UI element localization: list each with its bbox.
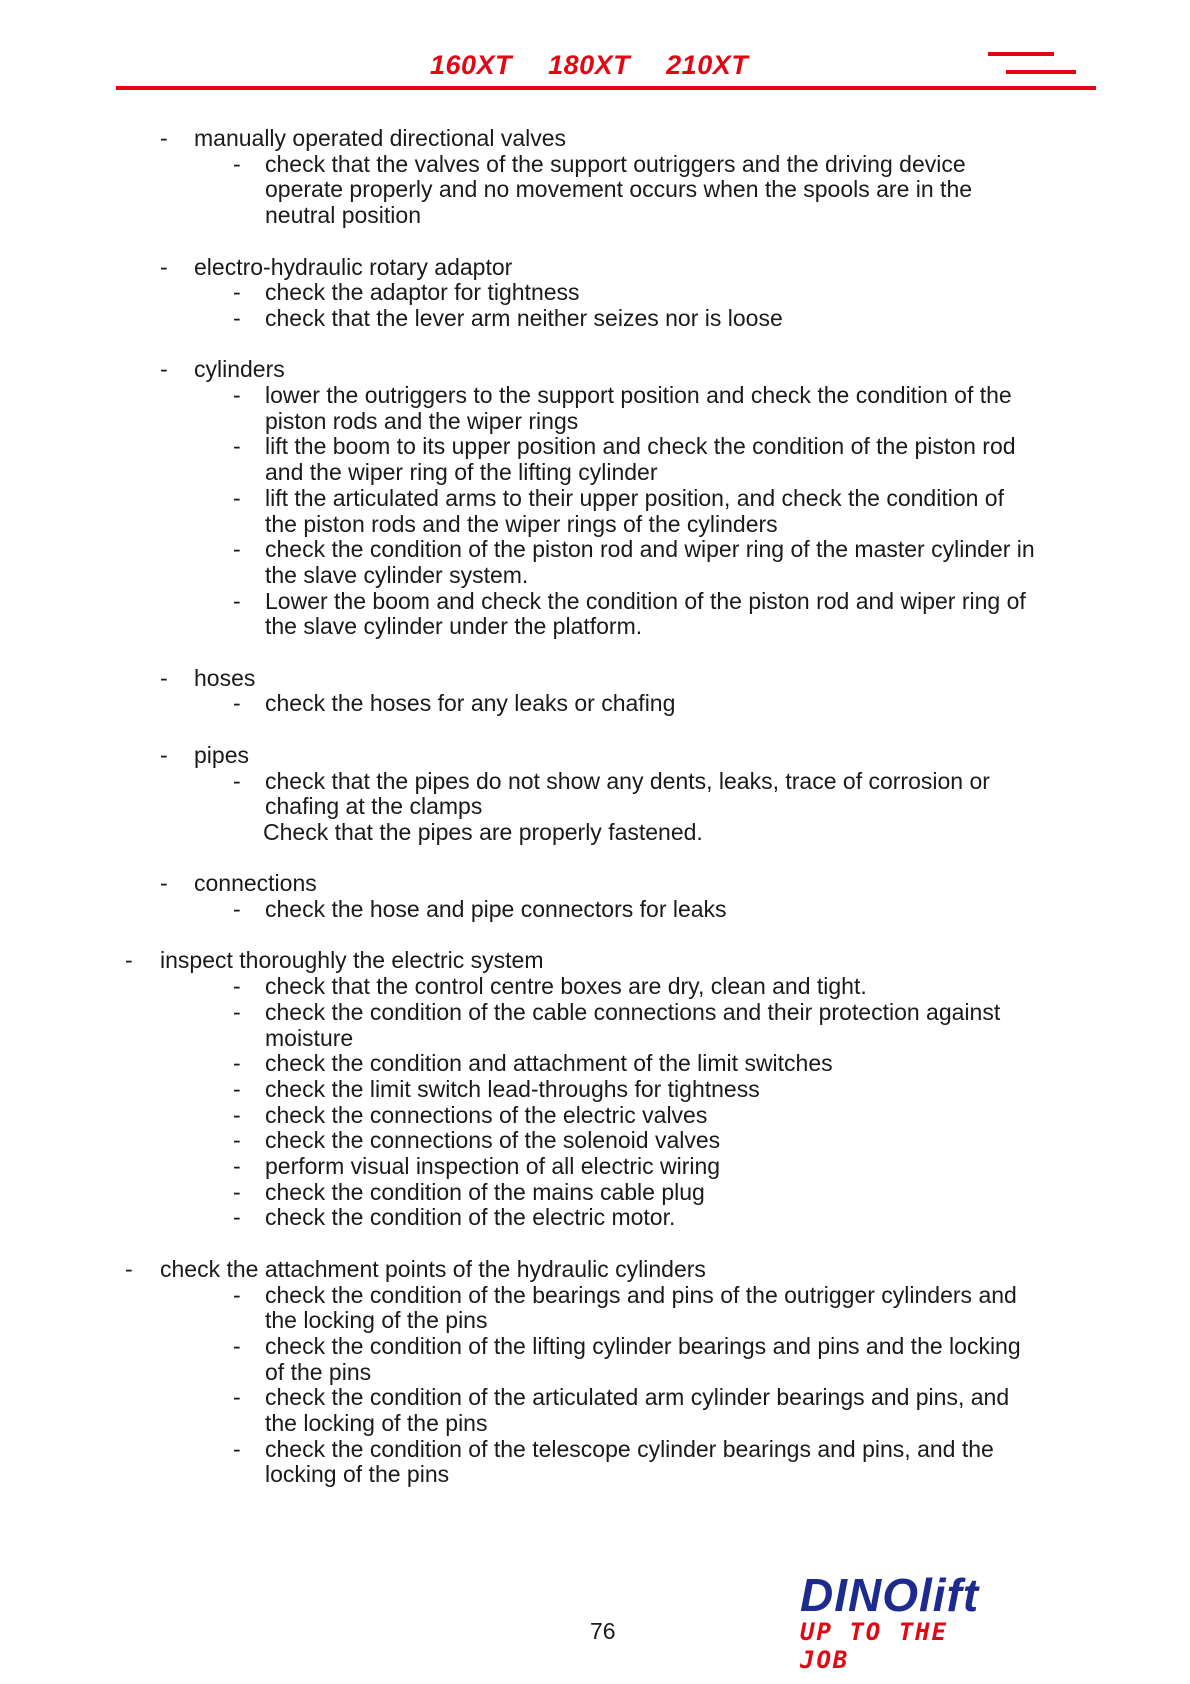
header-mark-icon	[988, 52, 1078, 76]
item-bullet: -	[233, 484, 241, 511]
model-210xt: 210XT	[666, 50, 749, 80]
item-bullet: -	[233, 1153, 241, 1179]
checklist-item-line: operate properly and no movement occurs when the spools are in the	[265, 176, 973, 203]
item-bullet: -	[233, 1332, 241, 1359]
checklist-item-line: check the condition of the telescope cylinder bearings and pins, and the	[265, 1435, 994, 1462]
section-bullet: -	[160, 870, 168, 897]
item-bullet: -	[233, 1075, 241, 1102]
model-160xt: 160XT	[430, 50, 513, 80]
item-bullet: -	[233, 973, 241, 1000]
section-bullet: -	[125, 947, 133, 974]
section-title: manually operated directional valves	[194, 125, 567, 151]
section-title: inspect thoroughly the electric system	[160, 947, 544, 974]
section-title: check the attachment points of the hydraulic cylinders	[160, 1255, 706, 1282]
brand-logo	[800, 1569, 1010, 1674]
checklist-item-line: lower the outriggers to the support position and check the condition of the	[265, 382, 1012, 408]
item-bullet: -	[233, 536, 241, 563]
checklist-item-line: locking of the pins	[265, 1461, 450, 1488]
checklist-item-line: check the condition and attachment of the limit switches	[265, 1050, 833, 1077]
item-bullet: -	[233, 279, 241, 306]
item-bullet: -	[233, 998, 241, 1025]
checklist-item-line: check the hoses for any leaks or chafing	[265, 690, 676, 717]
checklist-item-line: Check that the pipes are properly fastened.	[263, 818, 703, 845]
header-divider	[116, 86, 1096, 90]
checklist-item-line: lift the boom to its upper position and check the condition of the piston rod	[265, 433, 1016, 460]
checklist-item-line: check the condition of the lifting cylinder bearings and pins and the locking	[265, 1332, 1021, 1359]
checklist-item-line: lift the articulated arms to their upper position, and check the condition of	[265, 484, 1004, 511]
item-bullet: -	[233, 1178, 241, 1205]
item-bullet: -	[233, 1281, 241, 1308]
checklist-item-line: moisture	[265, 1024, 354, 1051]
checklist-item-line: check that the pipes do not show any dents, leaks, trace of corrosion or	[265, 767, 990, 794]
section-bullet: -	[160, 253, 168, 280]
item-bullet: -	[233, 1435, 241, 1462]
section-bullet: -	[160, 125, 168, 151]
item-bullet: -	[233, 433, 241, 460]
checklist-item-line: of the pins	[265, 1358, 372, 1385]
section-title: pipes	[194, 741, 249, 768]
checklist-item-line: the slave cylinder system.	[265, 561, 529, 588]
brand-slogan: UP TO THE JOB	[800, 1618, 949, 1674]
checklist-item-line: the piston rods and the wiper rings of the cylinders	[265, 510, 778, 537]
item-bullet: -	[233, 896, 241, 922]
item-bullet: -	[233, 767, 241, 794]
checklist-item-line: check that the control centre boxes are dry, clean and tight.	[265, 973, 867, 1000]
checklist-item-line: check the condition of the electric motor.	[265, 1204, 676, 1231]
section-title: connections	[194, 870, 317, 897]
section-bullet: -	[125, 1255, 133, 1282]
checklist-item-line: the locking of the pins	[265, 1307, 488, 1334]
brand-name: DINOlift	[800, 1569, 980, 1621]
item-bullet: -	[233, 1101, 241, 1128]
checklist-item-line: check the limit switch lead-throughs for tightness	[265, 1075, 760, 1102]
checklist-item-line: check the condition of the bearings and pins of the outrigger cylinders and	[265, 1281, 1017, 1308]
checklist-item-line: neutral position	[265, 202, 421, 229]
page-header	[0, 0, 1190, 92]
checklist-item-line: the slave cylinder under the platform.	[265, 613, 643, 640]
page-number: 76	[590, 1618, 616, 1644]
model-180xt: 180XT	[548, 50, 631, 80]
item-bullet: -	[233, 1050, 241, 1077]
checklist-item-line: check the condition of the piston rod and wiper ring of the master cylinder in	[265, 536, 1035, 563]
item-bullet: -	[233, 587, 241, 614]
section-bullet: -	[160, 741, 168, 768]
item-bullet: -	[233, 690, 241, 717]
checklist-item-line: and the wiper ring of the lifting cylinder	[265, 459, 658, 486]
checklist-item-line: Lower the boom and check the condition of the piston rod and wiper ring of	[265, 587, 1026, 614]
section-title: electro-hydraulic rotary adaptor	[194, 253, 513, 280]
checklist-item-line: check the connections of the solenoid valves	[265, 1127, 721, 1154]
checklist-item-line: check the condition of the mains cable plug	[265, 1178, 705, 1205]
item-bullet: -	[233, 150, 241, 177]
section-title: hoses	[194, 664, 256, 691]
checklist-item-line: check the connections of the electric valves	[265, 1101, 708, 1128]
checklist-item-line: perform visual inspection of all electric wiring	[265, 1153, 721, 1179]
checklist-item-line: check that the lever arm neither seizes nor is loose	[265, 304, 783, 331]
item-bullet: -	[233, 382, 241, 408]
checklist-item-line: check the condition of the articulated arm cylinder bearings and pins, and	[265, 1384, 1010, 1411]
item-bullet: -	[233, 1204, 241, 1231]
item-bullet: -	[233, 304, 241, 331]
checklist-item-line: check that the valves of the support outriggers and the driving device	[265, 150, 966, 177]
section-title: cylinders	[194, 356, 285, 383]
section-bullet: -	[160, 664, 168, 691]
checklist-item-line: check the adaptor for tightness	[265, 279, 580, 306]
section-bullet: -	[160, 356, 168, 383]
model-list	[430, 50, 776, 81]
checklist-item-line: piston rods and the wiper rings	[265, 407, 579, 434]
item-bullet: -	[233, 1384, 241, 1411]
item-bullet: -	[233, 1127, 241, 1154]
checklist-item-line: chafing at the clamps	[265, 793, 483, 820]
checklist-item-line: the locking of the pins	[265, 1410, 488, 1436]
checklist-item-line: check the hose and pipe connectors for leaks	[265, 896, 727, 922]
checklist-item-line: check the condition of the cable connections and their protection against	[265, 998, 1001, 1025]
